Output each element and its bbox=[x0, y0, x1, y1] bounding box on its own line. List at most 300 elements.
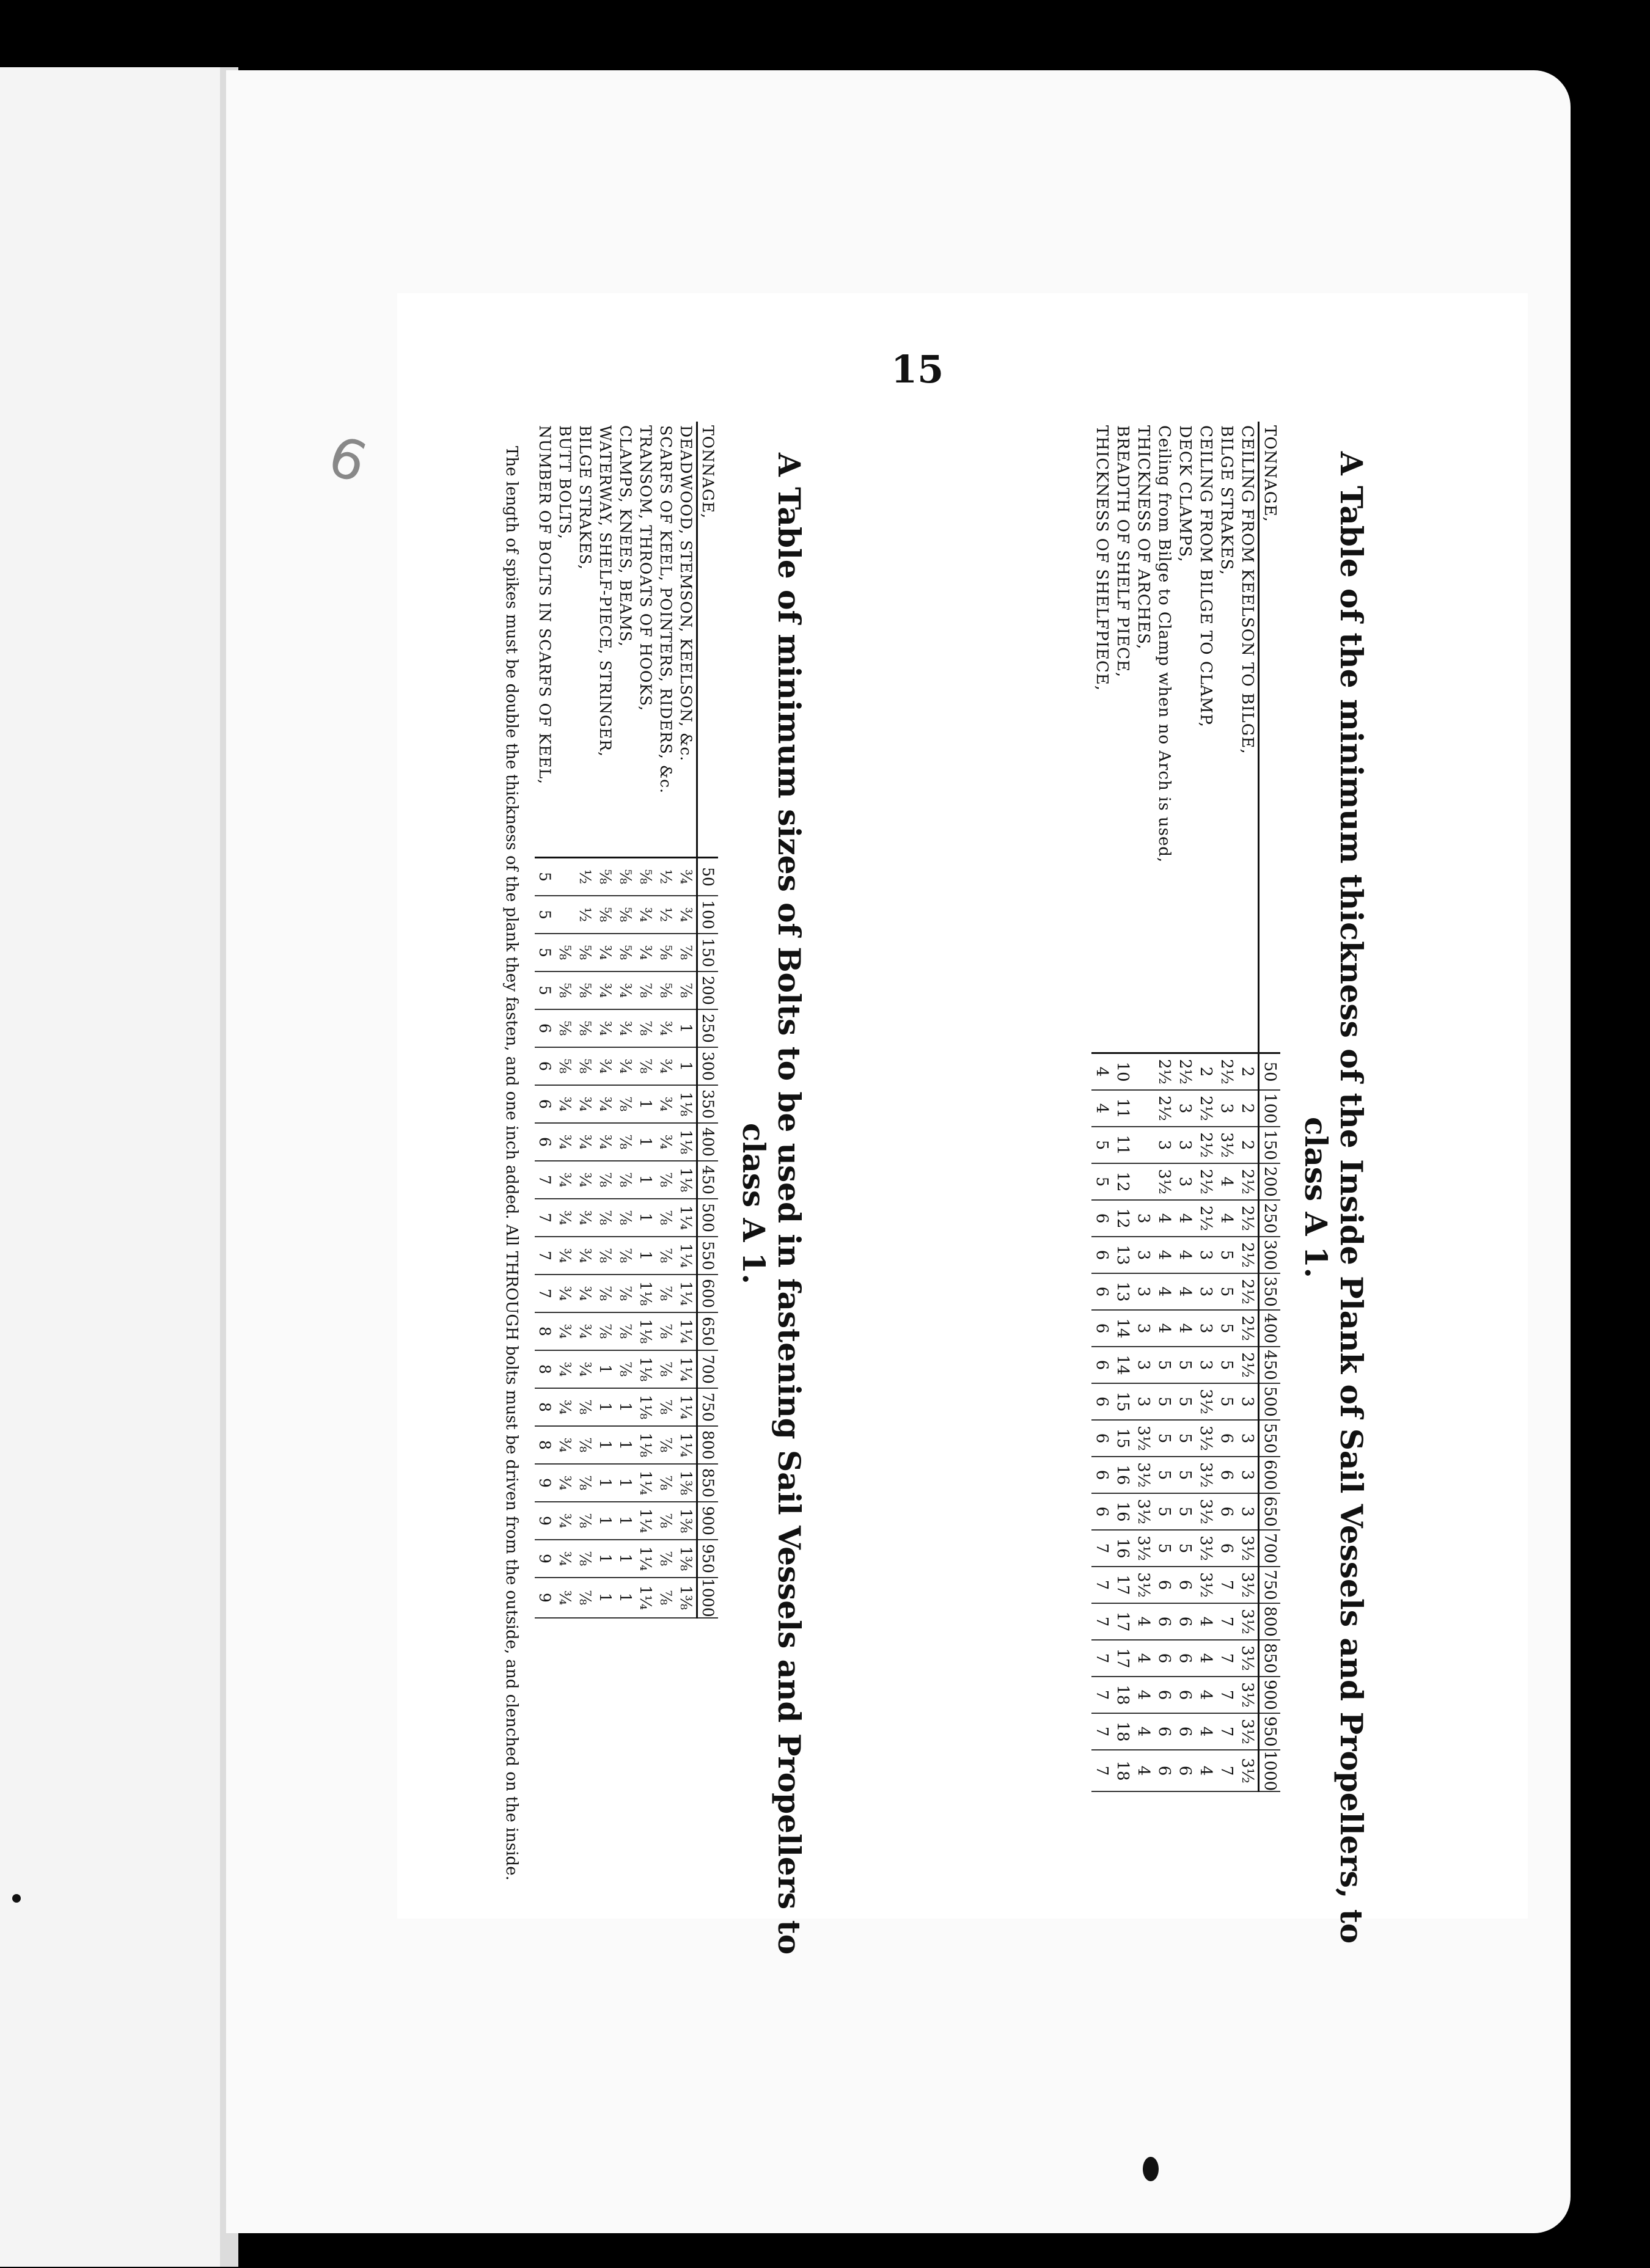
value-cell: 6 bbox=[1175, 1640, 1195, 1677]
table-row bbox=[555, 422, 575, 1618]
value-cell: 3 bbox=[1154, 1127, 1175, 1163]
value-cell: 1 bbox=[615, 1540, 636, 1578]
value-cell: ¾ bbox=[595, 1009, 615, 1047]
value-cell: 5 bbox=[1091, 1163, 1112, 1200]
tonnage-cell: 50 bbox=[697, 858, 719, 896]
value-cell: 1⅛ bbox=[636, 1350, 656, 1388]
value-cell: 1⅜ bbox=[676, 1464, 697, 1502]
table-header-row bbox=[1259, 422, 1281, 1791]
value-cell: 6 bbox=[1091, 1420, 1112, 1457]
value-cell: 6 bbox=[1091, 1200, 1112, 1237]
value-cell: 15 bbox=[1112, 1420, 1133, 1457]
value-cell: ⅞ bbox=[575, 1578, 595, 1618]
table-row bbox=[1175, 422, 1195, 1791]
ink-blot bbox=[12, 1894, 21, 1903]
value-cell: ⅞ bbox=[615, 1123, 636, 1161]
value-cell: 1⅛ bbox=[636, 1426, 656, 1464]
value-cell: ⅞ bbox=[615, 1275, 636, 1312]
value-cell: ⅞ bbox=[656, 1578, 676, 1618]
value-cell: 3 bbox=[1237, 1457, 1259, 1493]
value-cell: 5 bbox=[535, 934, 555, 971]
value-cell: 5 bbox=[535, 896, 555, 934]
value-cell: ¾ bbox=[555, 1578, 575, 1618]
value-cell: 1¼ bbox=[636, 1464, 656, 1502]
value-cell: ⅞ bbox=[656, 1237, 676, 1275]
value-cell: 3½ bbox=[1216, 1127, 1237, 1163]
value-cell: 6 bbox=[535, 1123, 555, 1161]
value-cell: 7 bbox=[535, 1275, 555, 1312]
value-cell: ⅞ bbox=[676, 934, 697, 971]
value-cell bbox=[1133, 1053, 1154, 1091]
value-cell: 7 bbox=[1216, 1603, 1237, 1640]
value-cell: 5 bbox=[1154, 1530, 1175, 1567]
value-cell: ⅞ bbox=[595, 1275, 615, 1312]
value-cell: ⅝ bbox=[656, 934, 676, 971]
value-cell: 3½ bbox=[1195, 1567, 1216, 1603]
tonnage-cell: 200 bbox=[1259, 1163, 1281, 1200]
value-cell: ¾ bbox=[555, 1312, 575, 1350]
value-cell: 1 bbox=[676, 1047, 697, 1085]
value-cell: ⅞ bbox=[656, 1275, 676, 1312]
value-cell: 1¼ bbox=[676, 1199, 697, 1237]
table-row bbox=[615, 422, 636, 1618]
value-cell: 9 bbox=[535, 1578, 555, 1618]
value-cell: ¾ bbox=[555, 1237, 575, 1275]
value-cell: 3½ bbox=[1195, 1530, 1216, 1567]
value-cell: 1¼ bbox=[676, 1426, 697, 1464]
inside-plank-table-block bbox=[1091, 422, 1369, 1974]
value-cell: ⅝ bbox=[615, 934, 636, 971]
value-cell: 6 bbox=[1154, 1750, 1175, 1791]
value-cell: 9 bbox=[535, 1540, 555, 1578]
spikes-note: The length of spikes must be double the thickness of the plank they fasten, and one inch added. All THROUGH bolts must be driven from the outside, and clenched on the inside. bbox=[502, 446, 521, 1881]
value-cell: 8 bbox=[535, 1426, 555, 1464]
value-cell: 9 bbox=[535, 1464, 555, 1502]
value-cell: ¾ bbox=[555, 1199, 575, 1237]
value-cell: 4 bbox=[1133, 1640, 1154, 1677]
tonnage-cell: 500 bbox=[1259, 1383, 1281, 1420]
value-cell: 1¼ bbox=[676, 1275, 697, 1312]
value-cell: 3½ bbox=[1195, 1457, 1216, 1493]
value-cell: ⅝ bbox=[615, 896, 636, 934]
row-label: NUMBER OF BOLTS IN SCARFS OF KEEL, bbox=[535, 422, 555, 858]
value-cell: ⅞ bbox=[656, 1540, 676, 1578]
value-cell: ⅝ bbox=[555, 1047, 575, 1085]
tonnage-cell: 750 bbox=[697, 1388, 719, 1426]
value-cell: 6 bbox=[1154, 1677, 1175, 1713]
value-cell: 3 bbox=[1195, 1310, 1216, 1347]
table-row bbox=[1216, 422, 1237, 1791]
value-cell: 2½ bbox=[1175, 1053, 1195, 1091]
value-cell: 2 bbox=[1237, 1127, 1259, 1163]
value-cell: 6 bbox=[1216, 1530, 1237, 1567]
value-cell: 6 bbox=[1154, 1567, 1175, 1603]
value-cell: 5 bbox=[1175, 1493, 1195, 1530]
value-cell: ¾ bbox=[555, 1350, 575, 1388]
table-header-row bbox=[697, 422, 719, 1618]
table-row bbox=[535, 422, 555, 1618]
value-cell: 1⅛ bbox=[676, 1123, 697, 1161]
value-cell: 3 bbox=[1195, 1347, 1216, 1383]
value-cell: 2½ bbox=[1154, 1090, 1175, 1127]
value-cell: 3 bbox=[1133, 1310, 1154, 1347]
value-cell: ⅞ bbox=[595, 1237, 615, 1275]
row-label: DECK CLAMPS, bbox=[1175, 422, 1195, 1053]
value-cell: 6 bbox=[1216, 1493, 1237, 1530]
value-cell: ¾ bbox=[555, 1502, 575, 1540]
table-row bbox=[1237, 422, 1259, 1791]
value-cell: 1¼ bbox=[636, 1578, 656, 1618]
tonnage-cell: 950 bbox=[697, 1540, 719, 1578]
value-cell: 3 bbox=[1195, 1237, 1216, 1273]
table-row bbox=[595, 422, 615, 1618]
value-cell: 3 bbox=[1175, 1127, 1195, 1163]
value-cell: 1⅛ bbox=[636, 1312, 656, 1350]
value-cell: ⅝ bbox=[595, 858, 615, 896]
value-cell: ⅝ bbox=[575, 1047, 595, 1085]
value-cell: 7 bbox=[1091, 1713, 1112, 1750]
value-cell: 6 bbox=[1091, 1347, 1112, 1383]
value-cell: 1¼ bbox=[676, 1237, 697, 1275]
value-cell: ⅝ bbox=[575, 934, 595, 971]
value-cell: 1 bbox=[615, 1578, 636, 1618]
value-cell: 1⅜ bbox=[676, 1540, 697, 1578]
value-cell: ⅝ bbox=[595, 896, 615, 934]
tonnage-cell: 650 bbox=[1259, 1493, 1281, 1530]
value-cell: ⅞ bbox=[656, 1464, 676, 1502]
value-cell: ⅞ bbox=[636, 1009, 656, 1047]
bolt-sizes-table-block bbox=[501, 422, 807, 1986]
value-cell: 16 bbox=[1112, 1457, 1133, 1493]
value-cell: 2½ bbox=[1216, 1053, 1237, 1091]
value-cell: ⅝ bbox=[555, 934, 575, 971]
value-cell: 3½ bbox=[1237, 1530, 1259, 1567]
value-cell: 4 bbox=[1154, 1200, 1175, 1237]
row-label: CLAMPS, KNEES, BEAMS, bbox=[615, 422, 636, 858]
value-cell: 2½ bbox=[1237, 1237, 1259, 1273]
value-cell: 4 bbox=[1195, 1603, 1216, 1640]
value-cell: 2½ bbox=[1195, 1090, 1216, 1127]
value-cell: 4 bbox=[1216, 1163, 1237, 1200]
value-cell: ⅞ bbox=[615, 1085, 636, 1123]
value-cell: ⅞ bbox=[615, 1237, 636, 1275]
value-cell: 6 bbox=[1091, 1493, 1112, 1530]
value-cell: ¾ bbox=[575, 1275, 595, 1312]
value-cell: 4 bbox=[1195, 1713, 1216, 1750]
value-cell: 3 bbox=[1133, 1347, 1154, 1383]
value-cell: 6 bbox=[1091, 1310, 1112, 1347]
value-cell: 1 bbox=[595, 1502, 615, 1540]
value-cell: 1 bbox=[636, 1199, 656, 1237]
value-cell: 7 bbox=[1216, 1750, 1237, 1791]
value-cell: 17 bbox=[1112, 1640, 1133, 1677]
value-cell: 7 bbox=[1091, 1750, 1112, 1791]
value-cell: ½ bbox=[575, 896, 595, 934]
value-cell: ¾ bbox=[575, 1312, 595, 1350]
value-cell: 18 bbox=[1112, 1713, 1133, 1750]
value-cell: 17 bbox=[1112, 1603, 1133, 1640]
value-cell: 5 bbox=[1175, 1530, 1195, 1567]
value-cell: 5 bbox=[1154, 1383, 1175, 1420]
value-cell: 8 bbox=[535, 1312, 555, 1350]
value-cell: 3 bbox=[1175, 1163, 1195, 1200]
value-cell: ⅝ bbox=[615, 858, 636, 896]
inside-plank-table bbox=[1091, 422, 1280, 1792]
value-cell: 6 bbox=[1216, 1457, 1237, 1493]
left-page bbox=[0, 67, 236, 2267]
value-cell: ¾ bbox=[575, 1161, 595, 1199]
row-label: CEILING FROM BILGE TO CLAMP, bbox=[1195, 422, 1216, 1053]
tonnage-cell: 400 bbox=[697, 1123, 719, 1161]
value-cell: 10 bbox=[1112, 1053, 1133, 1091]
table-row bbox=[575, 422, 595, 1618]
value-cell: 3½ bbox=[1237, 1603, 1259, 1640]
bolt-sizes-table bbox=[535, 422, 718, 1619]
value-cell: 3 bbox=[1133, 1273, 1154, 1310]
value-cell: 4 bbox=[1154, 1237, 1175, 1273]
value-cell: 2½ bbox=[1237, 1200, 1259, 1237]
value-cell: 1 bbox=[676, 1009, 697, 1047]
value-cell: ½ bbox=[656, 858, 676, 896]
value-cell: 1⅜ bbox=[676, 1502, 697, 1540]
value-cell: 6 bbox=[535, 1009, 555, 1047]
value-cell: 4 bbox=[1133, 1677, 1154, 1713]
value-cell: 5 bbox=[1175, 1383, 1195, 1420]
value-cell: 1 bbox=[615, 1464, 636, 1502]
tonnage-cell: 350 bbox=[1259, 1273, 1281, 1310]
value-cell: 5 bbox=[1154, 1493, 1175, 1530]
row-label: Ceiling from Bilge to Clamp when no Arch is used, bbox=[1154, 422, 1175, 1053]
value-cell: 2½ bbox=[1237, 1310, 1259, 1347]
value-cell: 7 bbox=[1091, 1603, 1112, 1640]
tonnage-cell: 900 bbox=[697, 1502, 719, 1540]
value-cell: 1 bbox=[595, 1540, 615, 1578]
value-cell: ⅝ bbox=[555, 971, 575, 1009]
value-cell: ¾ bbox=[636, 934, 656, 971]
value-cell: 1¼ bbox=[636, 1502, 656, 1540]
table-row bbox=[636, 422, 656, 1618]
value-cell: 1¼ bbox=[676, 1388, 697, 1426]
tonnage-cell: 300 bbox=[1259, 1237, 1281, 1273]
value-cell: 1 bbox=[615, 1426, 636, 1464]
value-cell: 13 bbox=[1112, 1273, 1133, 1310]
row-label: BILGE STRAKES, bbox=[575, 422, 595, 858]
row-label: WATERWAY, SHELF-PIECE, STRINGER, bbox=[595, 422, 615, 858]
value-cell: 5 bbox=[1216, 1347, 1237, 1383]
value-cell: 5 bbox=[1175, 1457, 1195, 1493]
tonnage-cell: 150 bbox=[697, 934, 719, 971]
value-cell: 15 bbox=[1112, 1383, 1133, 1420]
row-label: THICKNESS OF SHELFPIECE, bbox=[1091, 422, 1112, 1053]
value-cell: ⅞ bbox=[636, 971, 656, 1009]
table-row bbox=[656, 422, 676, 1618]
value-cell: ⅞ bbox=[575, 1388, 595, 1426]
value-cell: 6 bbox=[1154, 1640, 1175, 1677]
value-cell: 1 bbox=[595, 1350, 615, 1388]
value-cell: 12 bbox=[1112, 1200, 1133, 1237]
row-label: DEADWOOD, STEMSON, KEELSON, &c. bbox=[676, 422, 697, 858]
value-cell: 3½ bbox=[1237, 1713, 1259, 1750]
value-cell: 1¼ bbox=[676, 1350, 697, 1388]
value-cell: 3½ bbox=[1237, 1677, 1259, 1713]
value-cell: 5 bbox=[1216, 1383, 1237, 1420]
value-cell: 8 bbox=[535, 1350, 555, 1388]
tonnage-cell: 450 bbox=[1259, 1347, 1281, 1383]
value-cell: 1⅛ bbox=[636, 1388, 656, 1426]
value-cell: 7 bbox=[1091, 1530, 1112, 1567]
value-cell: ¾ bbox=[656, 1047, 676, 1085]
value-cell: 17 bbox=[1112, 1567, 1133, 1603]
tonnage-cell: 800 bbox=[1259, 1603, 1281, 1640]
value-cell: ⅞ bbox=[615, 1350, 636, 1388]
tonnage-cell: 200 bbox=[697, 971, 719, 1009]
pencil-mark: 6 bbox=[320, 423, 375, 496]
value-cell: 5 bbox=[535, 971, 555, 1009]
value-cell: 1¼ bbox=[676, 1312, 697, 1350]
row-label: BREADTH OF SHELF PIECE, bbox=[1112, 422, 1133, 1053]
bolt-sizes-table-title: A Table of minimum sizes of Bolts to be used in fastening Sail Vessels and Propellers to class A 1. bbox=[736, 452, 807, 1955]
value-cell: 1⅛ bbox=[676, 1085, 697, 1123]
value-cell: ⅞ bbox=[575, 1540, 595, 1578]
value-cell: ⅞ bbox=[656, 1388, 676, 1426]
value-cell: 2 bbox=[1237, 1090, 1259, 1127]
value-cell: 1 bbox=[636, 1161, 656, 1199]
tonnage-cell: 150 bbox=[1259, 1127, 1281, 1163]
value-cell: ⅞ bbox=[656, 1161, 676, 1199]
value-cell: ¾ bbox=[656, 1009, 676, 1047]
value-cell: 6 bbox=[1216, 1420, 1237, 1457]
value-cell: 3 bbox=[1175, 1090, 1195, 1127]
value-cell: 3 bbox=[1133, 1200, 1154, 1237]
value-cell: ¾ bbox=[595, 1123, 615, 1161]
value-cell: 3½ bbox=[1133, 1420, 1154, 1457]
value-cell: 8 bbox=[535, 1388, 555, 1426]
value-cell: 7 bbox=[535, 1237, 555, 1275]
value-cell: 5 bbox=[1154, 1347, 1175, 1383]
value-cell: ⅞ bbox=[575, 1426, 595, 1464]
table-row bbox=[676, 422, 697, 1618]
value-cell: 9 bbox=[535, 1502, 555, 1540]
value-cell: 6 bbox=[1175, 1677, 1195, 1713]
value-cell: 3½ bbox=[1195, 1420, 1216, 1457]
value-cell: ⅞ bbox=[615, 1312, 636, 1350]
row-label: THICKNESS OF ARCHES, bbox=[1133, 422, 1154, 1053]
value-cell: ⅞ bbox=[656, 1350, 676, 1388]
value-cell: ¾ bbox=[656, 1085, 676, 1123]
value-cell: 1 bbox=[615, 1388, 636, 1426]
value-cell: 6 bbox=[1175, 1567, 1195, 1603]
value-cell: 1 bbox=[636, 1237, 656, 1275]
value-cell: 1¼ bbox=[636, 1540, 656, 1578]
value-cell: 4 bbox=[1216, 1200, 1237, 1237]
value-cell: ⅞ bbox=[656, 1199, 676, 1237]
value-cell: 1⅜ bbox=[676, 1578, 697, 1618]
value-cell: ¾ bbox=[575, 1199, 595, 1237]
value-cell: 3½ bbox=[1133, 1457, 1154, 1493]
value-cell: 3 bbox=[1133, 1383, 1154, 1420]
tonnage-cell: 400 bbox=[1259, 1310, 1281, 1347]
value-cell: 1 bbox=[595, 1578, 615, 1618]
value-cell: 2½ bbox=[1195, 1163, 1216, 1200]
value-cell: ¾ bbox=[575, 1237, 595, 1275]
tonnage-label: TONNAGE, bbox=[697, 422, 719, 858]
value-cell: ¾ bbox=[595, 1085, 615, 1123]
value-cell: 5 bbox=[1154, 1420, 1175, 1457]
tonnage-cell: 750 bbox=[1259, 1567, 1281, 1603]
value-cell: ¾ bbox=[555, 1275, 575, 1312]
value-cell: ¾ bbox=[615, 1009, 636, 1047]
tonnage-cell: 50 bbox=[1259, 1053, 1281, 1091]
tonnage-cell: 650 bbox=[697, 1312, 719, 1350]
value-cell: 13 bbox=[1112, 1237, 1133, 1273]
value-cell: 7 bbox=[1216, 1640, 1237, 1677]
value-cell: 1⅛ bbox=[676, 1161, 697, 1199]
value-cell: 6 bbox=[1091, 1273, 1112, 1310]
value-cell: ¾ bbox=[615, 971, 636, 1009]
value-cell: 14 bbox=[1112, 1310, 1133, 1347]
value-cell: 4 bbox=[1175, 1237, 1195, 1273]
value-cell: 2 bbox=[1237, 1053, 1259, 1091]
value-cell: 7 bbox=[1216, 1567, 1237, 1603]
value-cell: 4 bbox=[1133, 1713, 1154, 1750]
value-cell: ⅞ bbox=[575, 1502, 595, 1540]
value-cell: ¾ bbox=[656, 1123, 676, 1161]
value-cell: 2½ bbox=[1195, 1127, 1216, 1163]
value-cell: ¾ bbox=[555, 1464, 575, 1502]
value-cell: 3 bbox=[1237, 1383, 1259, 1420]
value-cell: ⅞ bbox=[575, 1464, 595, 1502]
value-cell: 7 bbox=[1091, 1640, 1112, 1677]
value-cell: 5 bbox=[1175, 1420, 1195, 1457]
value-cell: 16 bbox=[1112, 1530, 1133, 1567]
tonnage-cell: 800 bbox=[697, 1426, 719, 1464]
value-cell: ½ bbox=[575, 858, 595, 896]
table-row bbox=[1112, 422, 1133, 1791]
tonnage-cell: 850 bbox=[697, 1464, 719, 1502]
tonnage-cell: 550 bbox=[697, 1237, 719, 1275]
value-cell: ¾ bbox=[555, 1085, 575, 1123]
value-cell: 6 bbox=[1091, 1237, 1112, 1273]
value-cell: 3½ bbox=[1237, 1640, 1259, 1677]
value-cell: 12 bbox=[1112, 1163, 1133, 1200]
row-label: TRANSOM, THROATS OF HOOKS, bbox=[636, 422, 656, 858]
value-cell: 3½ bbox=[1195, 1383, 1216, 1420]
value-cell: 6 bbox=[1091, 1457, 1112, 1493]
tonnage-cell: 300 bbox=[697, 1047, 719, 1085]
value-cell: ¾ bbox=[555, 1123, 575, 1161]
value-cell: 3 bbox=[1216, 1090, 1237, 1127]
value-cell: ¾ bbox=[555, 1540, 575, 1578]
value-cell: 3 bbox=[1237, 1493, 1259, 1530]
value-cell: ¾ bbox=[555, 1426, 575, 1464]
ink-blot bbox=[1143, 2157, 1159, 2181]
value-cell: 4 bbox=[1154, 1273, 1175, 1310]
tonnage-cell: 450 bbox=[697, 1161, 719, 1199]
value-cell: 4 bbox=[1133, 1603, 1154, 1640]
value-cell: 1 bbox=[636, 1123, 656, 1161]
value-cell: 3 bbox=[1237, 1420, 1259, 1457]
value-cell: ¾ bbox=[676, 896, 697, 934]
value-cell: 7 bbox=[1216, 1713, 1237, 1750]
value-cell: 2½ bbox=[1237, 1273, 1259, 1310]
value-cell: 3½ bbox=[1133, 1567, 1154, 1603]
value-cell bbox=[1133, 1127, 1154, 1163]
row-label: SCARFS OF KEEL, POINTERS, RIDERS, &c. bbox=[656, 422, 676, 858]
value-cell: 2½ bbox=[1237, 1347, 1259, 1383]
value-cell: ⅞ bbox=[595, 1312, 615, 1350]
value-cell: 14 bbox=[1112, 1347, 1133, 1383]
value-cell: 6 bbox=[1175, 1713, 1195, 1750]
